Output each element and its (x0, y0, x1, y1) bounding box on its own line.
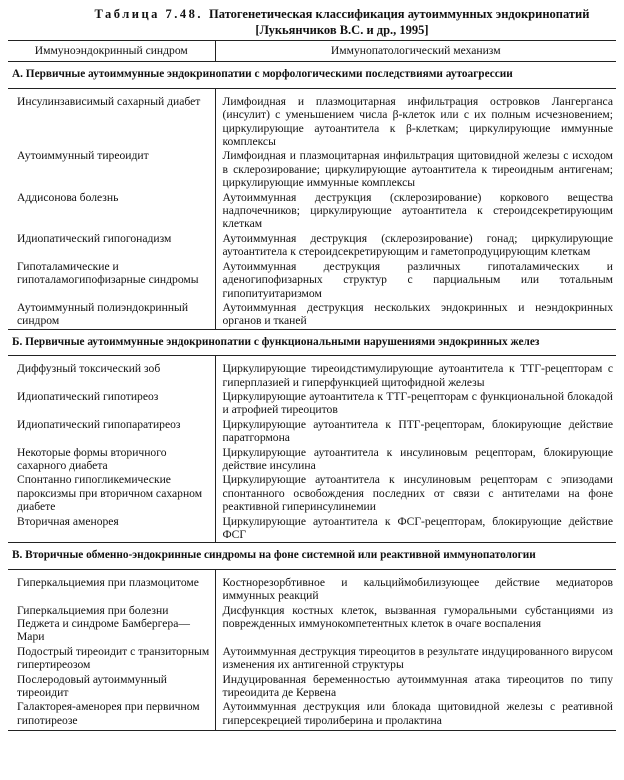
mechanism-cell: Индуцированная беременностью аутоиммунная атака тиреоцитов по типу тиреоидита де Кервена (222, 672, 613, 700)
classification-table (8, 40, 616, 731)
mechanism-cell: Аутоиммунная деструкция (склерозирование) коркового вещества надпочечников; циркулирующие аутоантитела к стероидсекретирующим клеткам (222, 190, 613, 231)
table-row (8, 700, 616, 730)
mechanism-cell: Циркулирующие аутоантитела к ПТГ-рецепторам, блокирующие действие паратгормона (222, 417, 613, 445)
caption-label: Таблица 7.48. (94, 7, 204, 21)
table-row (8, 569, 616, 603)
section-header-row (8, 543, 616, 569)
mechanism-cell: Костнорезорбтивное и кальциймобилизующее действие медиаторов иммунных реакций (222, 575, 613, 603)
mechanism-cell: Циркулирующие аутоантитела к ТТГ-рецепторам с функциональной блокадой и атрофией тиреоцитов (222, 389, 613, 417)
section-header-row (8, 329, 616, 355)
mechanism-cell: Циркулирующие аутоантитела к ФСГ-рецепторам, блокирующие действие ФСГ (222, 514, 613, 541)
table-row (8, 473, 616, 514)
table-row (8, 515, 616, 543)
mechanism-cell: Лимфоидная и плазмоцитарная инфильтрация щитовидной железы с исходом в склерозирование; циркулирующие аутоантитела к тиреоидным антигенам; циркулирующие иммунные комплексы (222, 149, 613, 190)
syndrome-cell: Идиопатический гипопаратиреоз (8, 418, 215, 446)
section-header-row (8, 62, 616, 88)
syndrome-cell: Идиопатический гипогонадизм (8, 232, 215, 260)
syndrome-cell: Аутоиммунный тиреоидит (8, 149, 215, 190)
table-row (8, 356, 616, 390)
syndrome-cell: Некоторые формы вторичного сахарного диабета (8, 446, 215, 474)
table-row (8, 88, 616, 149)
syndrome-cell: Гипоталамические и гипоталамогипофизарные синдромы (8, 260, 215, 301)
syndrome-cell: Вторичная аменорея (8, 515, 215, 543)
table-row (8, 232, 616, 260)
table-row (8, 446, 616, 474)
mechanism-cell: Аутоиммунная деструкция нескольких эндокринных и неэндокринных органов и тканей (222, 300, 613, 328)
syndrome-cell: Гиперкальциемия при болезни Педжета и синдроме Бамбергера—Мари (8, 604, 215, 645)
caption-title: Патогенетическая классификация аутоиммунных эндокринопатий (209, 7, 590, 21)
section-title: Б. Первичные аутоиммунные эндокринопатии с функциональными нарушениями эндокринных желез (8, 329, 616, 355)
table-row (8, 673, 616, 701)
mechanism-cell: Аутоиммунная деструкция различных гипоталамических и аденогипофизарных структур с парциальным или тотальным гипопитуитаризмом (222, 259, 613, 300)
table-caption (0, 0, 624, 38)
section-title: В. Вторичные обменно-эндокринные синдромы на фоне системной или реактивной иммунопатологии (8, 543, 616, 569)
column-header-mechanism: Иммунопатологический механизм (215, 41, 616, 62)
column-header-syndrome: Иммуноэндокринный синдром (8, 41, 215, 62)
mechanism-cell: Дисфункция костных клеток, вызванная гуморальными субстанциями из поврежденных иммунокомпетентных клеток в очаге воспаления (222, 603, 613, 631)
caption-source: [Лукьянчиков В.С. и др., 1995] (255, 23, 429, 37)
syndrome-cell: Инсулинзависимый сахарный диабет (8, 88, 215, 149)
table-row (8, 301, 616, 329)
syndrome-cell: Подострый тиреоидит с транзиторным гипертиреозом (8, 645, 215, 673)
table-row (8, 149, 616, 190)
mechanism-cell: Циркулирующие тиреоидстимулирующие аутоантитела к ТТГ-рецепторам с гиперплазией и гиперфункцией щитофидной железы (222, 362, 613, 389)
table-row (8, 645, 616, 673)
syndrome-cell: Идиопатический гипотиреоз (8, 390, 215, 418)
mechanism-cell: Аутоиммунная деструкция или блокада щитовидной железы с реативной гиперсекрецией тиролиберина и пролактина (215, 700, 616, 730)
syndrome-cell: Гиперкальциемия при плазмоцитоме (8, 569, 215, 603)
caption-line-1 (60, 6, 624, 22)
syndrome-cell: Спонтанно гипогликемические пароксизмы при вторичном сахарном диабете (8, 473, 215, 514)
mechanism-cell: Лимфоидная и плазмоцитарная инфильтрация островков Лангерганса (инсулит) с уменьшением числа β-клеток или с их полным исчезновением; циркулирующие аутоантитела к β-клеткам; циркулирующие иммунные комплексы (222, 94, 613, 149)
table-body (8, 62, 616, 731)
syndrome-cell: Аддисонова болезнь (8, 191, 215, 232)
table-row (8, 390, 616, 418)
syndrome-cell: Диффузный токсический зоб (8, 356, 215, 390)
header-row (8, 41, 616, 62)
table-row (8, 260, 616, 301)
syndrome-cell: Послеродовый аутоиммунный тиреоидит (8, 673, 215, 701)
syndrome-cell: Аутоиммунный полиэндокринный синдром (8, 301, 215, 329)
mechanism-cell: Аутоиммунная деструкция (склерозирование) гонад; циркулирующие аутоантитела к стероидсекретирующим и гаметопродуцирующим клеткам (222, 231, 613, 259)
table-row (8, 418, 616, 446)
section-title: А. Первичные аутоиммунные эндокринопатии с морфологическими последствиями аутоагрессии (8, 62, 616, 88)
table-row (8, 604, 616, 645)
table-row (8, 191, 616, 232)
mechanism-cell: Циркулирующие аутоантитела к инсулиновым рецепторам, блокирующие действие инсулина (222, 445, 613, 472)
mechanism-cell: Циркулирующие аутоантитела к инсулиновым рецепторам с эпизодами спонтанного освобождения последних от связи с антителами на фоне реактивной гиперинсулинемии (222, 473, 613, 514)
syndrome-cell: Галакторея-аменорея при первичном гипотиреозе (8, 700, 215, 730)
mechanism-cell: Аутоиммунная деструкция тиреоцитов в результате индуцированного вирусом изменения их антигенной структуры (222, 644, 613, 672)
